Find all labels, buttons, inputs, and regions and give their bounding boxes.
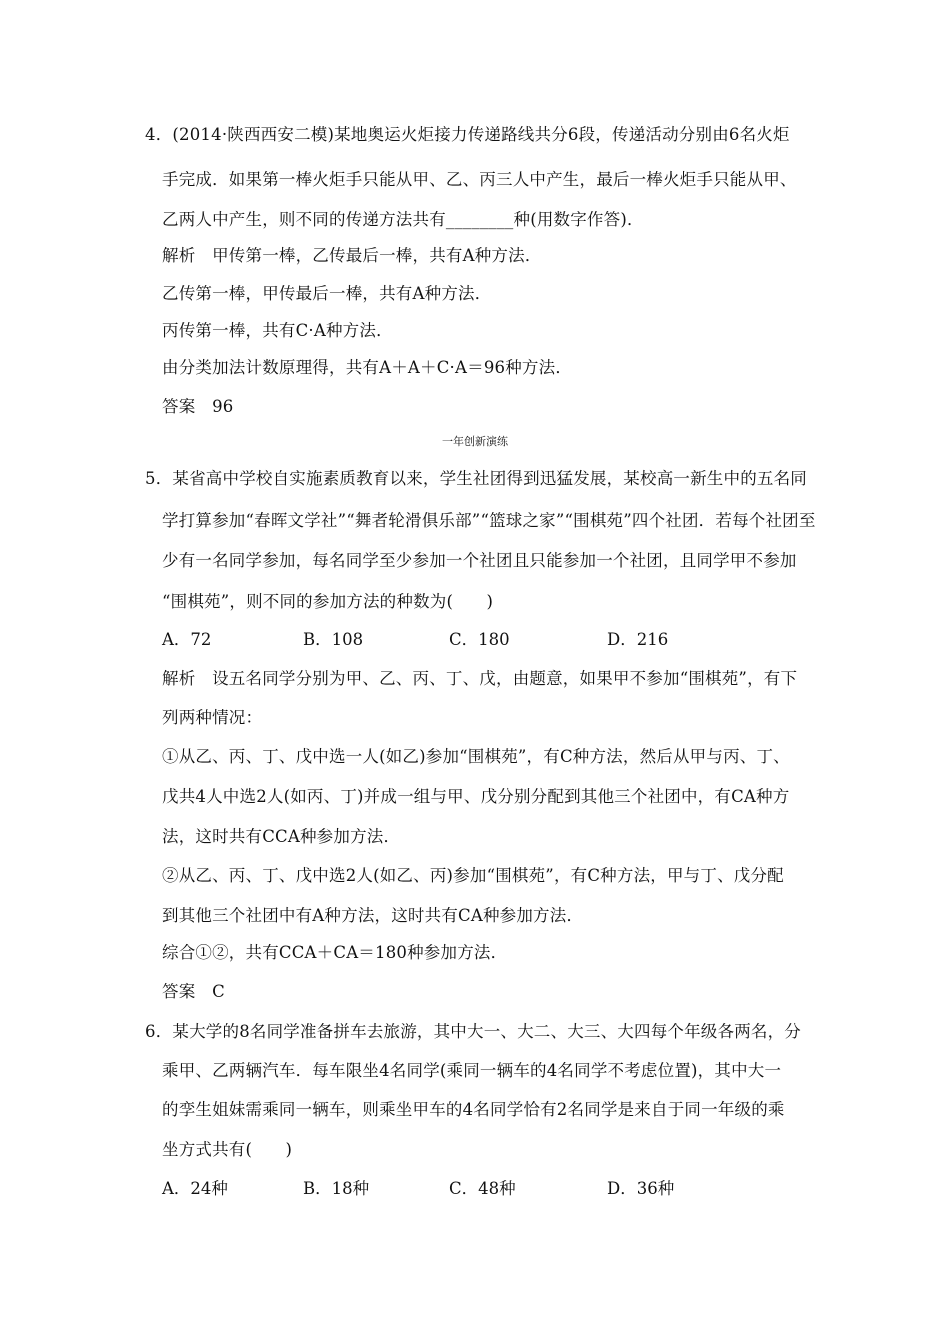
- q5-line-4: “围棋苑”，则不同的参加方法的种数为( ): [162, 592, 494, 611]
- q6-option-c: C．48种: [449, 1179, 516, 1198]
- q5-analysis-2: 列两种情况：: [162, 708, 263, 727]
- q5-option-c: C．180: [449, 630, 510, 649]
- q4-analysis-4: 由分类加法计数原理得，共有A＋A＋C·A＝96种方法．: [162, 358, 573, 377]
- q6-option-b: B．18种: [303, 1179, 370, 1198]
- q6-line-2: 乘甲、乙两辆汽车．每车限坐4名同学(乘同一辆车的4名同学不考虑位置)，其中大一: [162, 1061, 782, 1080]
- q5-analysis-8: 综合①②，共有CCA＋CA＝180种参加方法．: [162, 943, 508, 962]
- q6-line-4: 坐方式共有( ): [162, 1140, 293, 1159]
- q4-analysis-1: 解析 甲传第一棒，乙传最后一棒，共有A种方法．: [162, 246, 542, 265]
- q6-line-1: 6．某大学的8名同学准备拼车去旅游，其中大一、大二、大三、大四每个年级各两名，分: [145, 1022, 801, 1041]
- q5-option-d: D．216: [607, 630, 669, 649]
- q5-line-3: 少有一名同学参加，每名同学至少参加一个社团且只能参加一个社团，且同学甲不参加: [162, 551, 797, 570]
- section-title: 一年创新演练: [442, 435, 508, 448]
- q4-analysis-3: 丙传第一棒，共有C·A种方法．: [162, 321, 393, 340]
- q6-option-d: D．36种: [607, 1179, 675, 1198]
- q5-option-b: B．108: [303, 630, 364, 649]
- q5-analysis-3: ①从乙、丙、丁、戊中选一人(如乙)参加“围棋苑”，有C种方法，然后从甲与丙、丁、: [162, 747, 790, 766]
- q5-analysis-7: 到其他三个社团中有A种方法，这时共有CA种参加方法．: [162, 906, 584, 925]
- q4-line-2: 手完成．如果第一棒火炬手只能从甲、乙、丙三人中产生，最后一棒火炬手只能从甲、: [162, 170, 797, 189]
- q5-line-2: 学打算参加“春晖文学社”“舞者轮滑俱乐部”“篮球之家”“围棋苑”四个社团．若每个社团至: [162, 511, 816, 530]
- q6-line-3: 的孪生姐妹需乘同一辆车，则乘坐甲车的4名同学恰有2名同学是来自于同一年级的乘: [162, 1100, 785, 1119]
- q5-analysis-5: 法，这时共有CCA种参加方法．: [162, 827, 401, 846]
- q5-answer: 答案 C: [162, 982, 225, 1001]
- q4-line-3: 乙两人中产生，则不同的传递方法共有________种(用数字作答)．: [162, 210, 644, 229]
- q4-analysis-2: 乙传第一棒，甲传最后一棒，共有A种方法．: [162, 284, 492, 303]
- q4-answer: 答案 96: [162, 397, 234, 416]
- q6-option-a: A．24种: [162, 1179, 228, 1198]
- q5-line-1: 5．某省高中学校自实施素质教育以来，学生社团得到迅猛发展，某校高一新生中的五名同: [145, 469, 807, 488]
- q5-analysis-1: 解析 设五名同学分别为甲、乙、丙、丁、戊，由题意，如果甲不参加“围棋苑”，有下: [162, 669, 798, 688]
- q5-analysis-6: ②从乙、丙、丁、戊中选2人(如乙、丙)参加“围棋苑”，有C种方法，甲与丁、戊分配: [162, 866, 784, 885]
- q4-line-1: 4．(2014·陕西西安二模)某地奥运火炬接力传递路线共分6段，传递活动分别由6名火炬: [145, 125, 790, 144]
- q5-option-a: A．72: [162, 630, 212, 649]
- q5-analysis-4: 戊共4人中选2人(如丙、丁)并成一组与甲、戊分别分配到其他三个社团中，有CA种方: [162, 787, 790, 806]
